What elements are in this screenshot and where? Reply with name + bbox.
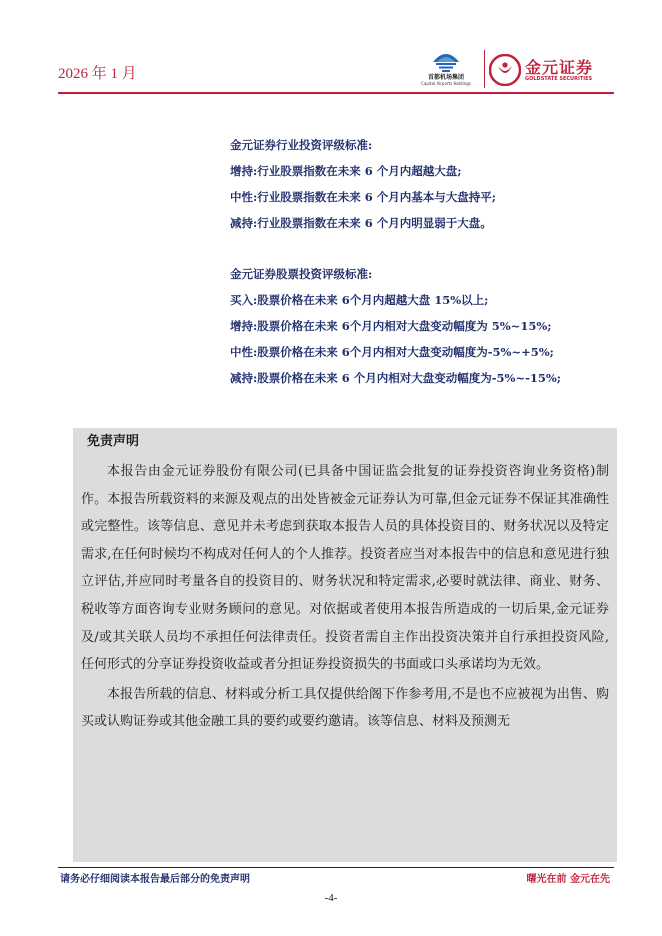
disclaimer-title: 免责声明	[87, 434, 140, 449]
industry-rating-neutral: 中性:行业股票指数在未来 6 个月内基本与大盘持平;	[230, 190, 496, 204]
capital-airports-emblem-icon	[431, 48, 461, 74]
industry-rating-underweight: 减持:行业股票指数在未来 6 个月内明显弱于大盘。	[230, 216, 492, 230]
stock-rating-buy: 买入:股票价格在未来 6个月内超越大盘 15%以上;	[230, 293, 489, 307]
footer-rule	[58, 867, 614, 868]
disclaimer-paragraph-2: 本报告所载的信息、材料或分析工具仅提供给阁下作参考用,不是也不应被视为出售、购买或认购证券或其他金融工具的要约或要约邀请。该等信息、材料及预测无	[81, 686, 609, 730]
stock-rating-underweight: 减持:股票价格在未来 6 个月内相对大盘变动幅度为-5%~-15%;	[230, 371, 562, 385]
stock-rating-overweight: 增持:股票价格在未来 6个月内相对大盘变动幅度为 5%~15%;	[230, 319, 552, 333]
stock-rating-title: 金元证券股票投资评级标准:	[230, 267, 373, 281]
industry-rating-title: 金元证券行业投资评级标准:	[230, 138, 373, 152]
goldstate-logo	[489, 52, 615, 88]
industry-rating-overweight: 增持:行业股票指数在未来 6 个月内超越大盘;	[230, 164, 462, 178]
capital-airports-name-en: Capital Airports Holdings	[421, 81, 471, 86]
header-rule	[58, 92, 614, 94]
disclaimer-box	[73, 428, 617, 862]
goldstate-name: 金元证券	[525, 58, 594, 77]
disclaimer-paragraph-1: 本报告由金元证券股份有限公司(已具备中国证监会批复的证券投资咨询业务资格)制作。本报告所载资料的来源及观点的出处皆被金元证券认为可靠,但金元证券不保证其准确性或完整性。该等信息、意见并未考虑到获取本报告人员的具体投资目的、财务状况以及特定需求,在任何时候均不构成对任何人的个人推荐。投资者应当对本报告中的信息和意见进行独立评估,并应同时考量各自的投资目的、财务状况和特定需求,必要时就法律、商业、财务、税收等方面咨询专业财务顾问的意见。对依据或者使用本报告所造成的一切后果,金元证券及/或其关联人员均不承担任何法律责任。投资者需自主作出投资决策并自行承担投资风险,任何形式的分享证券投资收益或者分担证券投资损失的书面或口头承诺均为无效。	[81, 464, 609, 673]
footer-notice: 请务必仔细阅读本报告最后部分的免责声明	[60, 874, 250, 885]
report-date: 2026 年 1 月	[58, 66, 137, 82]
logo-divider	[484, 50, 485, 88]
capital-airports-name: 首都机场集团	[427, 74, 464, 81]
goldstate-emblem-icon	[489, 54, 521, 86]
footer-slogan: 曙光在前 金元在先	[526, 874, 610, 885]
goldstate-name-en: GOLDSTATE SECURITIES	[525, 76, 593, 82]
stock-rating-neutral: 中性:股票价格在未来 6个月内相对大盘变动幅度为-5%~+5%;	[230, 345, 554, 359]
page-number: -4-	[324, 892, 338, 904]
capital-airports-logo	[414, 48, 478, 90]
rating-standards	[230, 132, 620, 391]
